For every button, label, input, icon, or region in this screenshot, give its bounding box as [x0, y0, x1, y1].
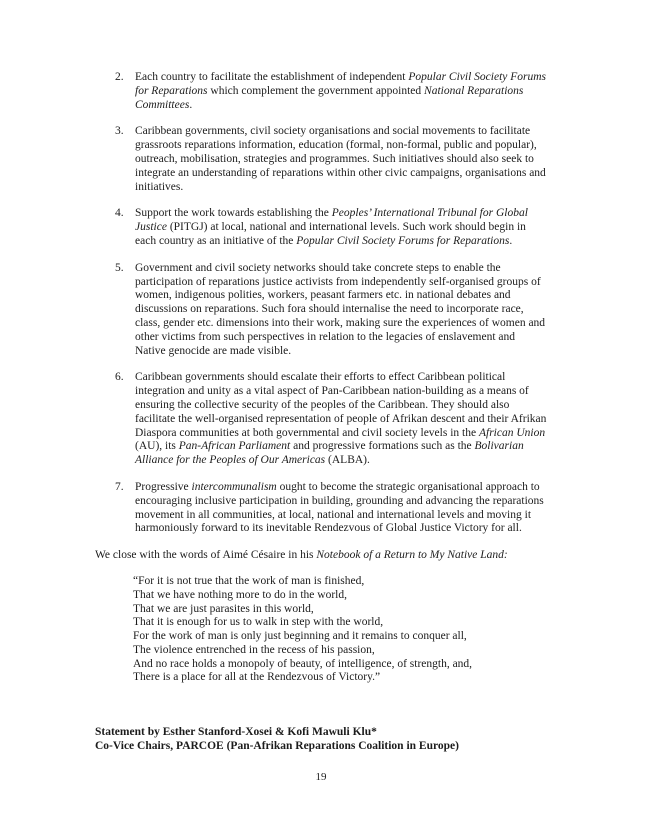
- poem-quote-line: The violence entrenched in the recess of his passion,: [133, 643, 375, 656]
- list-item-text: Each country to facilitate the establishment of independent Popular Civil Society Forums for Reparations which complement the government appointed National Reparations Committees.: [135, 71, 547, 111]
- list-item: [95, 207, 547, 248]
- signature-block: [95, 726, 595, 754]
- list-item: [95, 481, 547, 536]
- list-item: [95, 371, 547, 468]
- list-item-text: Government and civil society networks should take concrete steps to enable the participation of reparations justice activists from independently self-organised groups of women, indigenous polities, workers, peasant farmers etc. in national debates and discussions on reparations. Such fora should internalise the need to incorporate race, class, gender etc. dimensions into their work, making sure the experiences of women and other victims from such perspectives in relation to the legacies of enslavement and Native genocide are made visible.: [135, 261, 546, 357]
- poem-quote-line: “For it is not true that the work of man is finished,: [133, 574, 365, 587]
- closing-paragraph: We close with the words of Aimé Césaire in his Notebook of a Return to My Native Land:: [95, 549, 508, 562]
- poem-quote-line: There is a place for all at the Rendezvous of Victory.”: [133, 671, 381, 684]
- list-item-text: Support the work towards establishing the Peoples’ International Tribunal for Global Justice (PITGJ) at local, national and international levels. Such work should begin in each country as an initiative of the Popular Civil Society Forums for Reparations.: [135, 207, 528, 247]
- list-item: [95, 262, 547, 359]
- poem-quote-line: And no race holds a monopoly of beauty, of intelligence, of strength, and,: [133, 657, 473, 670]
- list-item-number: 5.: [115, 261, 124, 274]
- list-item-text: Progressive intercommunalism ought to become the strategic organisational approach to encouraging inclusive participation in building, grounding and advancing the reparations movement in all communities, at local, national and international levels and moving it harmoniously forward to its inevitable Rendezvous of Global Justice Victory for all.: [135, 480, 544, 535]
- list-item-number: 3.: [115, 125, 124, 138]
- signature-role: Co-Vice Chairs, PARCOE (Pan-Afrikan Reparations Coalition in Europe): [95, 739, 459, 752]
- list-item: [95, 125, 547, 194]
- list-item-text: Caribbean governments should escalate their efforts to effect Caribbean political integration and unity as a vital aspect of Pan-Caribbean nation-building as a means of ensuring the collective security of the peoples of the Caribbean. They should also facilitate the well-organised representation of people of Afrikan descent and their Afrikan Diaspora communities at both governmental and civil society levels in the African Union (AU), its Pan-African Parliament and progressive formations such as the Bolivarian Alliance for the Peoples of Our Americas (ALBA).: [135, 371, 547, 467]
- numbered-list: [95, 71, 547, 536]
- list-item-text: Caribbean governments, civil society organisations and social movements to facilitate grassroots reparations information, education (formal, non-formal, public and popular), outreach, mobilisation, strategies and programmes. Such initiatives should also seek to integrate an understanding of reparations within other civic campaigns, organisations and initiatives.: [135, 125, 546, 193]
- page-number: 19: [315, 771, 327, 783]
- document-content: [95, 71, 547, 685]
- list-item: [95, 71, 547, 112]
- signature-authors: Statement by Esther Stanford-Xosei & Kofi Mawuli Klu*: [95, 726, 377, 738]
- list-item-number: 6.: [115, 371, 124, 384]
- poem-quote-line: That we have nothing more to do in the world,: [133, 588, 347, 601]
- list-item-number: 4.: [115, 207, 124, 220]
- poem-quote-line: For the work of man is only just beginning and it remains to conquer all,: [133, 630, 467, 643]
- poem-quote: [133, 575, 547, 685]
- poem-quote-line: That it is enough for us to walk in step with the world,: [133, 616, 384, 629]
- poem-quote-line: That we are just parasites in this world,: [133, 602, 314, 615]
- list-item-number: 2.: [115, 71, 124, 83]
- list-item-number: 7.: [115, 480, 124, 493]
